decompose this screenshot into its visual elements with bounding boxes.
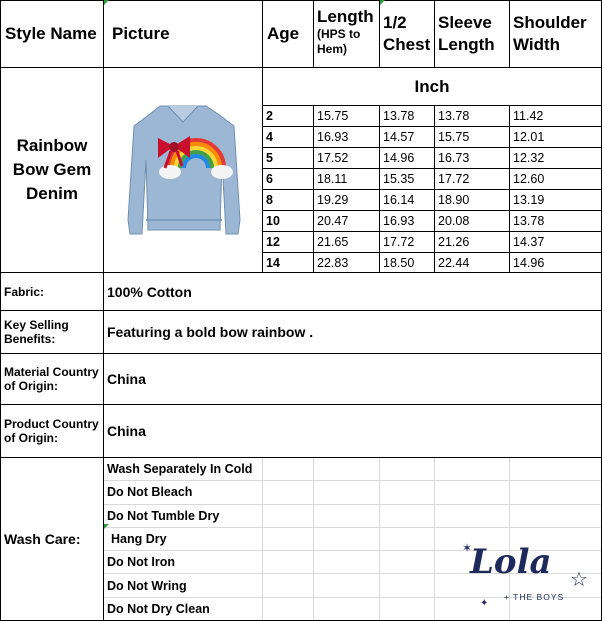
wash-care-item: Do Not Dry Clean: [104, 598, 263, 621]
denim-jacket-image: [118, 100, 248, 240]
size-cell-age: 10: [263, 211, 314, 232]
ksb-value: Featuring a bold bow rainbow .: [104, 311, 602, 354]
size-cell-length: 18.11: [314, 169, 380, 190]
size-cell-shoulder: 14.37: [510, 232, 602, 253]
header-age: Age: [263, 0, 314, 68]
logo-tagline: + THE BOYS: [504, 592, 565, 602]
wash-care-item: Do Not Wring: [104, 574, 263, 597]
fabric-value: 100% Cotton: [104, 273, 602, 311]
size-cell-chest: 14.57: [380, 127, 435, 148]
size-cell-chest: 13.78: [380, 106, 435, 127]
size-cell-sleeve: 20.08: [435, 211, 510, 232]
size-cell-chest: 16.14: [380, 190, 435, 211]
size-cell-age: 2: [263, 106, 314, 127]
unit-label: Inch: [263, 68, 602, 106]
svg-text:✦: ✦: [480, 598, 489, 609]
size-cell-shoulder: 12.60: [510, 169, 602, 190]
size-cell-sleeve: 16.73: [435, 148, 510, 169]
header-shoulder: Shoulder Width: [510, 0, 602, 68]
size-cell-shoulder: 13.78: [510, 211, 602, 232]
size-cell-sleeve: 22.44: [435, 253, 510, 273]
header-style-name: Style Name: [0, 0, 104, 68]
wash-care-item: Do Not Bleach: [104, 481, 263, 504]
lola-logo: [458, 540, 588, 610]
size-cell-shoulder: 12.32: [510, 148, 602, 169]
svg-text:☆: ☆: [570, 567, 588, 591]
size-cell-chest: 17.72: [380, 232, 435, 253]
product-name: Rainbow Bow Gem Denim: [0, 68, 104, 273]
material-origin-value: China: [104, 354, 602, 405]
wash-care-label: Wash Care:: [0, 458, 104, 621]
product-origin-value: China: [104, 405, 602, 458]
size-cell-age: 5: [263, 148, 314, 169]
size-cell-sleeve: 21.26: [435, 232, 510, 253]
header-picture: Picture: [104, 0, 263, 68]
size-cell-sleeve: 15.75: [435, 127, 510, 148]
size-cell-length: 17.52: [314, 148, 380, 169]
fabric-label: Fabric:: [0, 273, 104, 311]
size-cell-sleeve: 18.90: [435, 190, 510, 211]
size-cell-age: 6: [263, 169, 314, 190]
size-cell-chest: 16.93: [380, 211, 435, 232]
ksb-label: Key Selling Benefits:: [0, 311, 104, 354]
product-picture: [104, 68, 263, 273]
size-cell-length: 15.75: [314, 106, 380, 127]
size-cell-sleeve: 17.72: [435, 169, 510, 190]
wash-care-item: Hang Dry: [104, 528, 263, 551]
wash-care-item: Do Not Iron: [104, 551, 263, 574]
header-chest: 1/2 Chest: [380, 0, 435, 68]
material-origin-label: Material Country of Origin:: [0, 354, 104, 405]
size-cell-shoulder: 12.01: [510, 127, 602, 148]
size-cell-length: 20.47: [314, 211, 380, 232]
size-cell-age: 14: [263, 253, 314, 273]
size-cell-chest: 15.35: [380, 169, 435, 190]
logo-name: Lola: [470, 542, 552, 582]
size-cell-shoulder: 14.96: [510, 253, 602, 273]
wash-care-item: Do Not Tumble Dry: [104, 505, 263, 528]
wash-care-item: Wash Separately In Cold: [104, 458, 263, 481]
size-cell-chest: 14.96: [380, 148, 435, 169]
header-sleeve: Sleeve Length: [435, 0, 510, 68]
size-cell-length: 22.83: [314, 253, 380, 273]
cell-marker: [104, 524, 109, 529]
size-cell-shoulder: 13.19: [510, 190, 602, 211]
size-cell-chest: 18.50: [380, 253, 435, 273]
cell-marker: [380, 0, 385, 5]
size-cell-shoulder: 11.42: [510, 106, 602, 127]
size-cell-length: 16.93: [314, 127, 380, 148]
size-cell-age: 8: [263, 190, 314, 211]
svg-text:✶: ✶: [462, 541, 473, 555]
product-origin-label: Product Country of Origin:: [0, 405, 104, 458]
size-cell-sleeve: 13.78: [435, 106, 510, 127]
header-length: Length (HPS to Hem): [314, 0, 380, 68]
size-cell-length: 21.65: [314, 232, 380, 253]
size-cell-age: 4: [263, 127, 314, 148]
size-cell-age: 12: [263, 232, 314, 253]
size-cell-length: 19.29: [314, 190, 380, 211]
cell-marker: [104, 0, 109, 5]
